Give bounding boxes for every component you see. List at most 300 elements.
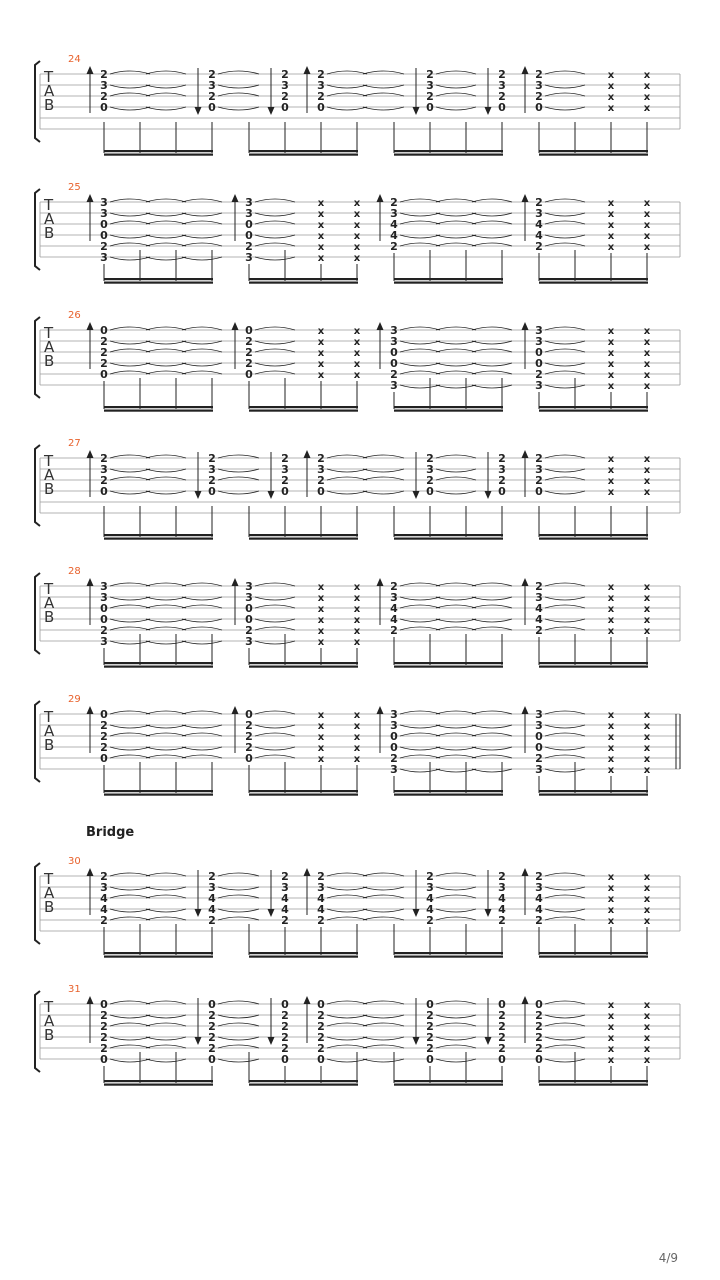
tie-arc [146, 1059, 186, 1062]
tie-arc [327, 1045, 367, 1048]
dead-note: x [317, 337, 325, 348]
strum-up-arrowhead [87, 194, 94, 202]
beam [394, 952, 503, 954]
strum-up-arrowhead [304, 450, 311, 458]
dead-note: x [607, 1011, 615, 1022]
fret-number: 2 [317, 914, 325, 927]
dead-note: x [643, 220, 651, 231]
tie-arc [363, 1015, 404, 1018]
tie-arc [400, 349, 440, 352]
fret-number: 2 [317, 68, 325, 81]
dead-note: x [317, 593, 325, 604]
tie-arc [146, 363, 186, 366]
beam [394, 538, 503, 540]
tie-arc [327, 491, 367, 494]
dead-note: x [607, 905, 615, 916]
dead-note: x [643, 1000, 651, 1011]
fret-number: 2 [100, 730, 108, 743]
strum-up-arrowhead [522, 868, 529, 876]
beam [539, 794, 648, 796]
tie-arc [363, 93, 404, 96]
tie-arc [400, 327, 440, 330]
tie-arc [436, 327, 476, 330]
beam [394, 534, 503, 536]
fret-number: 0 [535, 730, 543, 743]
tab-clef-letter: B [44, 608, 55, 626]
fret-number: 4 [317, 892, 325, 905]
beam [394, 406, 503, 408]
tie-arc [545, 199, 585, 202]
tie-arc [363, 71, 404, 74]
fret-number: 3 [317, 79, 325, 92]
tie-arc [146, 257, 186, 260]
tie-arc [363, 909, 404, 912]
beam [539, 952, 648, 954]
strum-up-arrowhead [522, 578, 529, 586]
tie-arc [436, 755, 476, 758]
fret-number: 3 [208, 463, 216, 476]
tie-arc [436, 627, 476, 630]
tie-arc [436, 747, 476, 750]
tie-arc [110, 627, 150, 630]
tie-arc [545, 363, 585, 366]
dead-note: x [643, 604, 651, 615]
fret-number: 0 [426, 485, 434, 498]
dead-note: x [317, 754, 325, 765]
tie-arc [436, 371, 476, 374]
tie-arc [146, 895, 186, 898]
tab-clef-letter: T [44, 196, 54, 214]
tie-arc [146, 235, 186, 238]
beam [539, 278, 648, 280]
tie-arc [110, 641, 150, 644]
tie-arc [255, 243, 295, 246]
beam [249, 410, 358, 412]
tie-arc [436, 93, 476, 96]
strum-down-arrowhead [413, 107, 420, 115]
tie-arc [472, 235, 512, 238]
tab-clef-letter: A [44, 466, 55, 484]
fret-number: 0 [100, 485, 108, 498]
dead-note: x [317, 242, 325, 253]
fret-number: 2 [426, 1009, 434, 1022]
tie-arc [146, 725, 186, 728]
tie-arc [327, 477, 367, 480]
tie-arc [110, 363, 150, 366]
beam [249, 406, 358, 408]
fret-number: 2 [317, 870, 325, 883]
dead-note: x [317, 198, 325, 209]
tie-arc [255, 221, 295, 224]
fret-number: 2 [535, 870, 543, 883]
strum-down-arrowhead [195, 909, 202, 917]
beam [394, 662, 503, 664]
tie-arc [146, 93, 186, 96]
tab-system [35, 825, 680, 958]
tie-arc [436, 1037, 476, 1040]
fret-number: 2 [535, 752, 543, 765]
dead-note: x [607, 916, 615, 927]
tab-clef-letter: B [44, 96, 55, 114]
fret-number: 3 [426, 463, 434, 476]
tie-arc [363, 1037, 404, 1040]
strum-up-arrowhead [87, 706, 94, 714]
beam [539, 666, 648, 668]
dead-note: x [607, 454, 615, 465]
dead-note: x [317, 710, 325, 721]
tie-arc [255, 235, 295, 238]
tie-arc [218, 469, 259, 472]
tie-arc [182, 257, 222, 260]
fret-number: 2 [535, 68, 543, 81]
tie-arc [363, 491, 404, 494]
tie-arc [218, 887, 259, 890]
fret-number: 4 [426, 892, 434, 905]
tie-arc [146, 627, 186, 630]
tie-arc [472, 243, 512, 246]
fret-number: 2 [208, 1020, 216, 1033]
dead-note: x [353, 604, 361, 615]
fret-number: 0 [100, 708, 108, 721]
tie-arc [436, 349, 476, 352]
tie-arc [182, 619, 222, 622]
strum-up-arrowhead [522, 706, 529, 714]
fret-number: 3 [317, 881, 325, 894]
dead-note: x [317, 326, 325, 337]
fret-number: 3 [100, 79, 108, 92]
tie-arc [436, 711, 476, 714]
tie-arc [472, 327, 512, 330]
tie-arc [545, 873, 585, 876]
fret-number: 2 [426, 1020, 434, 1033]
fret-number: 2 [535, 1031, 543, 1044]
tie-arc [255, 199, 295, 202]
tie-arc [472, 199, 512, 202]
fret-number: 3 [390, 708, 398, 721]
tie-arc [363, 1001, 404, 1004]
dead-note: x [353, 253, 361, 264]
dead-note: x [353, 593, 361, 604]
fret-number: 0 [100, 998, 108, 1011]
tie-arc [146, 107, 186, 110]
tie-arc [255, 371, 295, 374]
tie-arc [182, 243, 222, 246]
tie-arc [110, 235, 150, 238]
tie-arc [436, 85, 476, 88]
dead-note: x [607, 220, 615, 231]
tie-arc [110, 107, 150, 110]
fret-number: 3 [390, 719, 398, 732]
fret-number: 3 [535, 708, 543, 721]
strum-up-arrowhead [377, 194, 384, 202]
fret-number: 0 [317, 101, 325, 114]
tie-arc [146, 349, 186, 352]
tie-arc [400, 583, 440, 586]
tie-arc [436, 619, 476, 622]
tie-arc [400, 371, 440, 374]
tie-arc [545, 221, 585, 224]
tie-arc [400, 221, 440, 224]
fret-number: 2 [498, 914, 506, 927]
fret-number: 0 [245, 613, 253, 626]
tie-arc [327, 873, 367, 876]
system-bracket [35, 573, 40, 654]
fret-number: 0 [498, 1053, 506, 1066]
dead-note: x [317, 359, 325, 370]
tie-arc [400, 597, 440, 600]
system-bracket [35, 701, 40, 782]
tie-arc [472, 605, 512, 608]
tie-arc [436, 909, 476, 912]
tie-arc [436, 455, 476, 458]
dead-note: x [643, 1011, 651, 1022]
dead-note: x [643, 209, 651, 220]
tie-arc [436, 385, 476, 388]
tab-system [35, 566, 680, 668]
beam [394, 790, 503, 792]
dead-note: x [643, 70, 651, 81]
tie-arc [545, 455, 585, 458]
fret-number: 2 [535, 474, 543, 487]
tie-arc [110, 371, 150, 374]
beam [394, 282, 503, 284]
fret-number: 2 [208, 870, 216, 883]
fret-number: 3 [390, 207, 398, 220]
tie-arc [436, 1015, 476, 1018]
dead-note: x [353, 710, 361, 721]
fret-number: 3 [390, 324, 398, 337]
tie-arc [110, 85, 150, 88]
dead-note: x [607, 103, 615, 114]
tie-arc [182, 725, 222, 728]
tab-system [35, 54, 680, 156]
strum-down-arrowhead [485, 909, 492, 917]
beam [104, 150, 213, 152]
fret-number: 2 [281, 1020, 289, 1033]
tie-arc [327, 909, 367, 912]
fret-number: 3 [100, 251, 108, 264]
dead-note: x [607, 92, 615, 103]
dead-note: x [643, 81, 651, 92]
dead-note: x [607, 743, 615, 754]
fret-number: 0 [281, 485, 289, 498]
tie-arc [472, 221, 512, 224]
fret-number: 3 [100, 463, 108, 476]
tie-arc [545, 1023, 585, 1026]
tab-clef-letter: A [44, 594, 55, 612]
fret-number: 3 [100, 591, 108, 604]
tie-arc [400, 213, 440, 216]
tie-arc [218, 71, 259, 74]
fret-number: 4 [426, 903, 434, 916]
strum-up-arrowhead [87, 322, 94, 330]
dead-note: x [607, 1044, 615, 1055]
fret-number: 0 [245, 752, 253, 765]
tie-arc [182, 363, 222, 366]
fret-number: 2 [535, 452, 543, 465]
dead-note: x [643, 231, 651, 242]
tie-arc [110, 747, 150, 750]
tie-arc [110, 341, 150, 344]
tie-arc [400, 605, 440, 608]
fret-number: 0 [426, 101, 434, 114]
tie-arc [110, 1015, 150, 1018]
beam [104, 1084, 213, 1086]
fret-number: 2 [100, 68, 108, 81]
dead-note: x [607, 582, 615, 593]
fret-number: 3 [281, 463, 289, 476]
fret-number: 3 [498, 463, 506, 476]
tie-arc [110, 583, 150, 586]
fret-number: 0 [208, 1053, 216, 1066]
tie-arc [436, 235, 476, 238]
beam [539, 282, 648, 284]
beam [249, 952, 358, 954]
dead-note: x [643, 198, 651, 209]
fret-number: 2 [245, 741, 253, 754]
tie-arc [436, 341, 476, 344]
fret-number: 2 [498, 870, 506, 883]
dead-note: x [643, 872, 651, 883]
dead-note: x [607, 615, 615, 626]
tie-arc [146, 221, 186, 224]
dead-note: x [607, 359, 615, 370]
fret-number: 2 [535, 368, 543, 381]
fret-number: 3 [535, 207, 543, 220]
fret-number: 0 [100, 368, 108, 381]
tie-arc [400, 363, 440, 366]
fret-number: 2 [426, 68, 434, 81]
tie-arc [255, 627, 295, 630]
strum-down-arrowhead [268, 107, 275, 115]
fret-number: 2 [390, 240, 398, 253]
tie-arc [146, 213, 186, 216]
tie-arc [146, 1045, 186, 1048]
tie-arc [545, 711, 585, 714]
dead-note: x [317, 637, 325, 648]
dead-note: x [607, 732, 615, 743]
fret-number: 3 [100, 580, 108, 593]
strum-down-arrowhead [485, 1037, 492, 1045]
tie-arc [327, 1023, 367, 1026]
tie-arc [436, 733, 476, 736]
fret-number: 0 [390, 730, 398, 743]
tie-arc [255, 747, 295, 750]
tie-arc [110, 327, 150, 330]
tab-system [35, 438, 680, 540]
fret-number: 4 [535, 229, 543, 242]
tie-arc [110, 1059, 150, 1062]
tie-arc [182, 349, 222, 352]
tie-arc [146, 1023, 186, 1026]
dead-note: x [643, 359, 651, 370]
tie-arc [472, 597, 512, 600]
fret-number: 2 [208, 452, 216, 465]
fret-number: 3 [281, 79, 289, 92]
fret-number: 0 [208, 485, 216, 498]
tie-arc [146, 327, 186, 330]
fret-number: 0 [317, 1053, 325, 1066]
tie-arc [545, 1015, 585, 1018]
tie-arc [218, 491, 259, 494]
fret-number: 0 [100, 229, 108, 242]
tie-arc [545, 627, 585, 630]
beam [394, 1084, 503, 1086]
fret-number: 3 [245, 635, 253, 648]
tie-arc [400, 725, 440, 728]
tie-arc [218, 873, 259, 876]
dead-note: x [353, 743, 361, 754]
dead-note: x [607, 1022, 615, 1033]
dead-note: x [643, 1055, 651, 1066]
dead-note: x [607, 231, 615, 242]
dead-note: x [643, 905, 651, 916]
dead-note: x [607, 765, 615, 776]
beam [104, 406, 213, 408]
dead-note: x [353, 370, 361, 381]
dead-note: x [643, 732, 651, 743]
tie-arc [327, 93, 367, 96]
tie-arc [545, 583, 585, 586]
tie-arc [255, 641, 295, 644]
tie-arc [472, 725, 512, 728]
strum-up-arrowhead [377, 322, 384, 330]
tie-arc [110, 93, 150, 96]
strum-down-arrowhead [195, 491, 202, 499]
fret-number: 4 [390, 218, 398, 231]
fret-number: 0 [245, 602, 253, 615]
tie-arc [146, 469, 186, 472]
strum-up-arrowhead [87, 450, 94, 458]
dead-note: x [607, 242, 615, 253]
tie-arc [400, 341, 440, 344]
tie-arc [182, 597, 222, 600]
dead-note: x [353, 337, 361, 348]
fret-number: 0 [390, 741, 398, 754]
strum-down-arrowhead [268, 909, 275, 917]
tab-clef-letter: T [44, 998, 54, 1016]
tie-arc [182, 747, 222, 750]
tie-arc [472, 341, 512, 344]
strum-up-arrowhead [87, 578, 94, 586]
beam [104, 410, 213, 412]
dead-note: x [317, 231, 325, 242]
tie-arc [545, 107, 585, 110]
strum-down-arrowhead [268, 491, 275, 499]
fret-number: 2 [208, 90, 216, 103]
fret-number: 0 [535, 998, 543, 1011]
tie-arc [146, 341, 186, 344]
tie-arc [182, 199, 222, 202]
tie-arc [182, 755, 222, 758]
tie-arc [255, 755, 295, 758]
fret-number: 3 [426, 881, 434, 894]
tie-arc [146, 747, 186, 750]
tie-arc [255, 349, 295, 352]
tie-arc [436, 243, 476, 246]
tie-arc [545, 755, 585, 758]
tie-arc [436, 725, 476, 728]
tie-arc [327, 85, 367, 88]
fret-number: 2 [281, 870, 289, 883]
tie-arc [146, 199, 186, 202]
beam [104, 154, 213, 156]
measure-number: 27 [68, 438, 81, 449]
tie-arc [255, 619, 295, 622]
tie-arc [472, 627, 512, 630]
tie-arc [110, 895, 150, 898]
fret-number: 2 [317, 1031, 325, 1044]
